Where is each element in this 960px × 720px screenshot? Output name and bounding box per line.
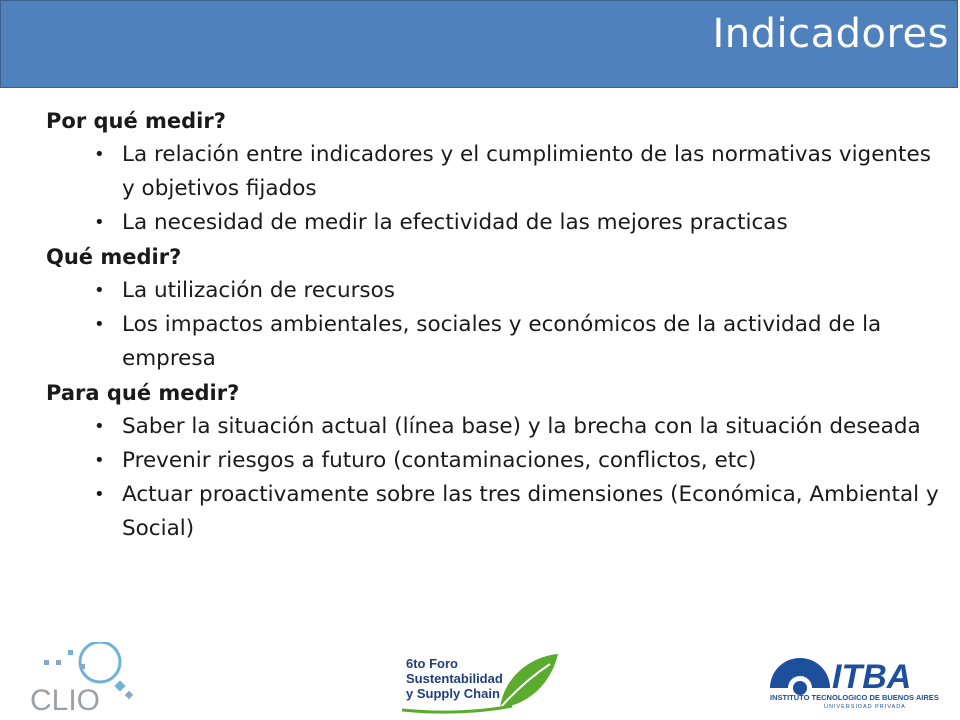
- itba-subtitle: INSTITUTO TECNOLOGICO DE BUENOS AIRES: [770, 693, 939, 702]
- bullet-icon: •: [94, 484, 105, 505]
- itba-logo: [764, 650, 944, 710]
- bullet-item: [46, 478, 946, 546]
- section-title: Para qué medir?: [46, 381, 240, 405]
- bullet-text: Saber la situación actual (línea base) y la brecha con la situación deseada: [122, 414, 921, 439]
- bullet-icon: •: [94, 212, 105, 233]
- foro-line2: Sustentabilidad: [406, 671, 503, 686]
- bullet-icon: •: [94, 280, 105, 301]
- section-que: [46, 240, 946, 376]
- foro-line3: y Supply Chain: [406, 686, 500, 701]
- title-bar: [0, 0, 958, 88]
- section-por-que: [46, 104, 946, 240]
- page-title: Indicadores: [712, 11, 949, 57]
- clio-text: CLIO: [30, 684, 101, 716]
- section-title: Qué medir?: [46, 245, 182, 269]
- bullet-icon: •: [94, 314, 105, 335]
- bullet-item: [46, 444, 946, 478]
- bullet-text: La relación entre indicadores y el cumplimiento de las normativas vigentes y objetivos fijados: [122, 142, 931, 201]
- bullet-text: Los impactos ambientales, sociales y económicos de la actividad de la empresa: [122, 312, 882, 371]
- bullet-item: [46, 206, 946, 240]
- bullet-item: [46, 410, 946, 444]
- bullet-item: [46, 274, 946, 308]
- bullet-item: [46, 308, 946, 376]
- section-para-que: [46, 376, 946, 546]
- bullet-icon: •: [94, 416, 105, 437]
- bullet-icon: •: [94, 144, 105, 165]
- bullet-text: Prevenir riesgos a futuro (contaminaciones, conflictos, etc): [122, 448, 757, 473]
- foro-line1: 6to Foro: [406, 656, 458, 671]
- clio-logo: [30, 642, 150, 716]
- slide-content: [46, 104, 946, 546]
- bullet-text: Actuar proactivamente sobre las tres dimensiones (Económica, Ambiental y Social): [122, 482, 939, 541]
- bullet-text: La necesidad de medir la efectividad de las mejores practicas: [122, 210, 788, 235]
- itba-text: ITBA: [832, 658, 912, 696]
- bullet-icon: •: [94, 450, 105, 471]
- foro-logo: [392, 646, 562, 716]
- bullet-item: [46, 138, 946, 206]
- itba-subtitle-2: UNIVERSIDAD PRIVADA: [824, 704, 906, 710]
- section-title: Por qué medir?: [46, 109, 226, 133]
- footer-logos: [0, 640, 960, 720]
- bullet-text: La utilización de recursos: [122, 278, 395, 303]
